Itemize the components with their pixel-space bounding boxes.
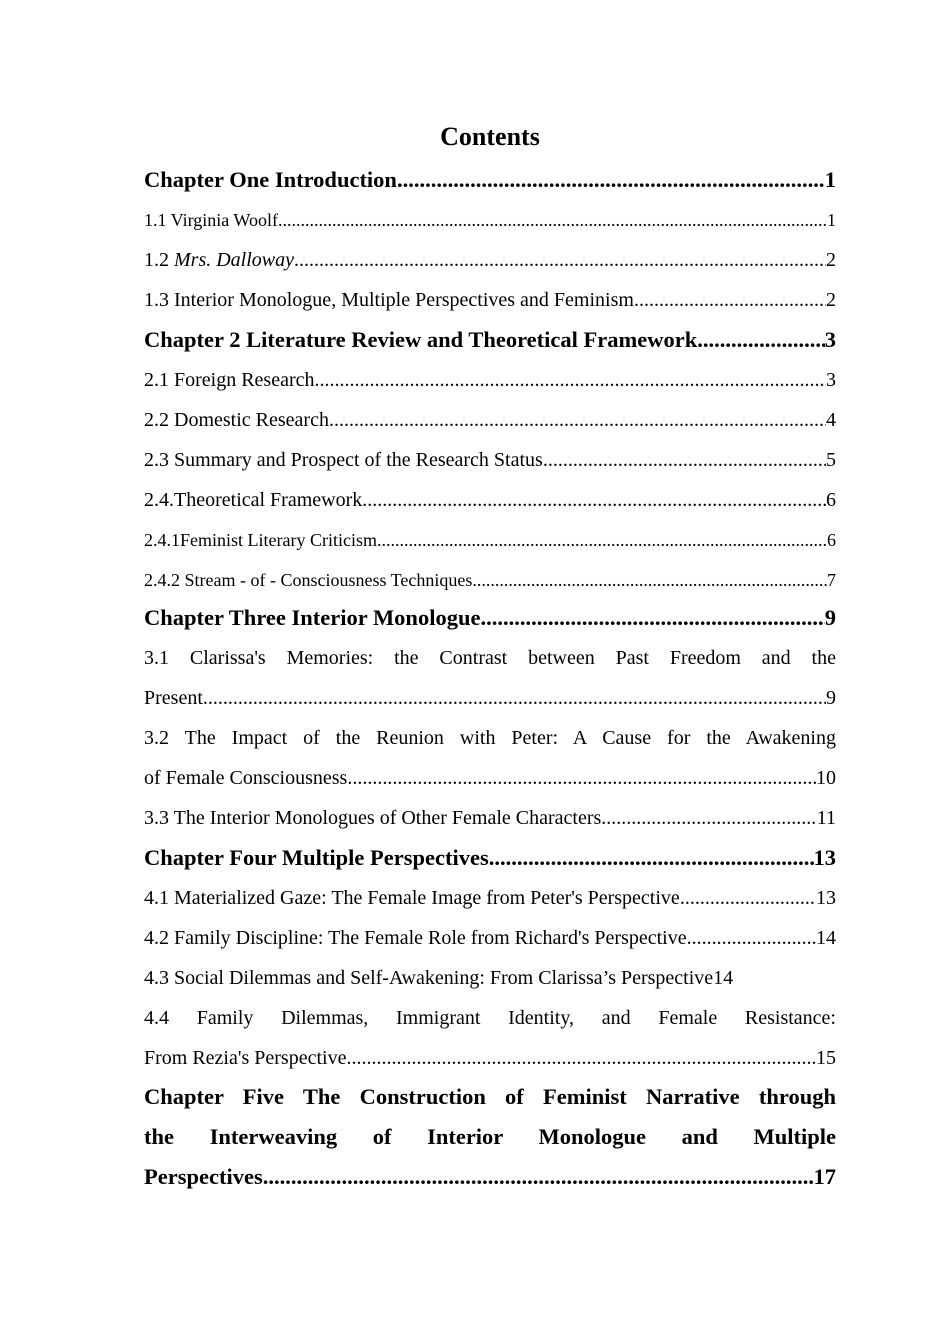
toc-page-number: 3 xyxy=(824,327,836,352)
toc-entry-label: 2.3 Summary and Prospect of the Research Status xyxy=(144,449,543,471)
toc-page-number: 1 xyxy=(824,167,836,192)
toc-entry-label: 2.1 Foreign Research xyxy=(144,369,315,391)
toc-page-number: 7 xyxy=(827,570,836,590)
toc-entry-label: 1.1 Virginia Woolf xyxy=(144,210,278,230)
toc-entry-label: 2.4.1Feminist Literary Criticism xyxy=(144,530,377,550)
toc-dot-leader xyxy=(347,758,816,798)
toc-page-number: 2 xyxy=(826,249,836,271)
toc-page-number: 13 xyxy=(816,887,836,909)
toc-dot-leader xyxy=(278,200,827,240)
toc-dot-leader xyxy=(687,918,816,958)
toc-entry-2-2[interactable] xyxy=(144,400,836,440)
toc-dot-leader xyxy=(543,440,826,480)
toc-page-number: 6 xyxy=(826,489,836,511)
toc-entry-label: Chapter Four Multiple Perspectives xyxy=(144,845,489,870)
toc-entry-label: Present xyxy=(144,687,203,709)
toc-entry-chapter-1[interactable] xyxy=(144,160,836,200)
toc-entry-label: 4.1 Materialized Gaze: The Female Image from Peter's Perspective xyxy=(144,887,680,909)
toc-dot-leader xyxy=(315,360,826,400)
toc-entry-chapter-3[interactable] xyxy=(144,598,836,638)
toc-entry-2-4-1[interactable] xyxy=(144,520,836,560)
toc-dot-leader xyxy=(329,400,826,440)
toc-page-number: 14 xyxy=(816,927,836,949)
toc-entry-label: 3.3 The Interior Monologues of Other Female Characters xyxy=(144,807,602,829)
toc-entry-label: 4.2 Family Discipline: The Female Role from Richard's Perspective xyxy=(144,927,687,949)
toc-dot-leader xyxy=(377,520,827,560)
toc-page-number: 11 xyxy=(816,807,836,829)
toc-entry-label: Chapter 2 Literature Review and Theoretical Framework xyxy=(144,327,698,352)
toc-entry-label: 2.2 Domestic Research xyxy=(144,409,329,431)
toc-entry-label: Chapter Three Interior Monologue xyxy=(144,605,481,630)
toc-dot-leader xyxy=(480,598,824,638)
toc-entry-label xyxy=(144,240,294,280)
page-title: Contents xyxy=(440,122,540,151)
toc-page-number: 4 xyxy=(826,409,836,431)
toc-entry-3-3[interactable] xyxy=(144,798,836,838)
toc-entry-label: Perspectives xyxy=(144,1164,263,1189)
toc-entry-label: of Female Consciousness xyxy=(144,767,348,789)
toc-dot-leader xyxy=(203,678,826,718)
toc-entry-4-4-line1[interactable]: 4.4 Family Dilemmas, Immigrant Identity, and Female Resistance: xyxy=(144,1007,836,1029)
toc-page-number: 1 xyxy=(827,210,836,230)
toc-entry-2-1[interactable] xyxy=(144,360,836,400)
toc-dot-leader xyxy=(601,798,816,838)
toc-entry-label: 2.4.2 Stream - of - Consciousness Techniques xyxy=(144,570,473,590)
toc-entry-label: 4.3 Social Dilemmas and Self-Awakening: From Clarissa’s Perspective xyxy=(144,967,714,989)
toc-page-number: 15 xyxy=(816,1047,836,1069)
toc-page-number: 17 xyxy=(813,1164,836,1189)
toc-dot-leader xyxy=(294,240,826,280)
toc-entry-label: From Rezia's Perspective xyxy=(144,1047,347,1069)
toc-dot-leader xyxy=(263,1157,814,1197)
toc-entry-label: Chapter One Introduction xyxy=(144,167,397,192)
toc-dot-leader xyxy=(346,1038,816,1078)
toc-dot-leader xyxy=(362,480,826,520)
toc-entry-chapter-5-line2[interactable]: the Interweaving of Interior Monologue and Multiple xyxy=(144,1124,836,1149)
toc-page-number: 14 xyxy=(713,967,734,989)
toc-entry-prefix: 1.2 xyxy=(144,249,174,271)
toc-entry-label: 2.4.Theoretical Framework xyxy=(144,489,363,511)
toc-entry-4-4[interactable] xyxy=(144,1038,836,1078)
toc-entry-3-1[interactable] xyxy=(144,678,836,718)
toc-dot-leader xyxy=(680,878,816,918)
toc-page-number: 3 xyxy=(826,369,836,391)
toc-page-number: 2 xyxy=(826,289,836,311)
toc-entry-chapter-5[interactable] xyxy=(144,1157,836,1197)
toc-entry-4-2[interactable] xyxy=(144,918,836,958)
toc-page-number: 6 xyxy=(827,530,836,550)
toc-page-number: 13 xyxy=(813,845,836,870)
toc-entry-2-4[interactable] xyxy=(144,480,836,520)
toc-entry-1-3[interactable] xyxy=(144,280,836,320)
toc-entry-4-3[interactable] xyxy=(144,958,854,998)
toc-entry-1-1[interactable] xyxy=(144,200,836,240)
toc-page-number: 9 xyxy=(826,687,836,709)
toc-entry-2-3[interactable] xyxy=(144,440,836,480)
toc-entry-chapter-4[interactable] xyxy=(144,838,836,878)
toc-entry-4-1[interactable] xyxy=(144,878,836,918)
toc-entry-italic-title: Mrs. Dalloway xyxy=(174,249,294,271)
toc-entry-1-2[interactable] xyxy=(144,240,836,280)
toc-dot-leader xyxy=(634,280,826,320)
toc-dot-leader xyxy=(397,160,825,200)
toc-entry-2-4-2[interactable] xyxy=(144,560,836,600)
toc-entry-3-2[interactable] xyxy=(144,758,836,798)
toc-dot-leader xyxy=(472,560,827,600)
toc-entry-3-1-line1[interactable]: 3.1 Clarissa's Memories: the Contrast between Past Freedom and the xyxy=(144,647,836,669)
toc-page-number: 9 xyxy=(824,605,836,630)
toc-dot-leader xyxy=(697,320,825,360)
toc-page-number: 10 xyxy=(816,767,836,789)
toc-dot-leader xyxy=(489,838,814,878)
toc-entry-3-2-line1[interactable]: 3.2 The Impact of the Reunion with Peter: A Cause for the Awakening xyxy=(144,727,836,749)
toc-entry-chapter-5-line1[interactable]: Chapter Five The Construction of Feminist Narrative through xyxy=(144,1084,836,1109)
toc-entry-chapter-2[interactable] xyxy=(144,320,836,360)
toc-entry-label: 1.3 Interior Monologue, Multiple Perspectives and Feminism xyxy=(144,289,634,311)
toc-page-number: 5 xyxy=(826,449,836,471)
